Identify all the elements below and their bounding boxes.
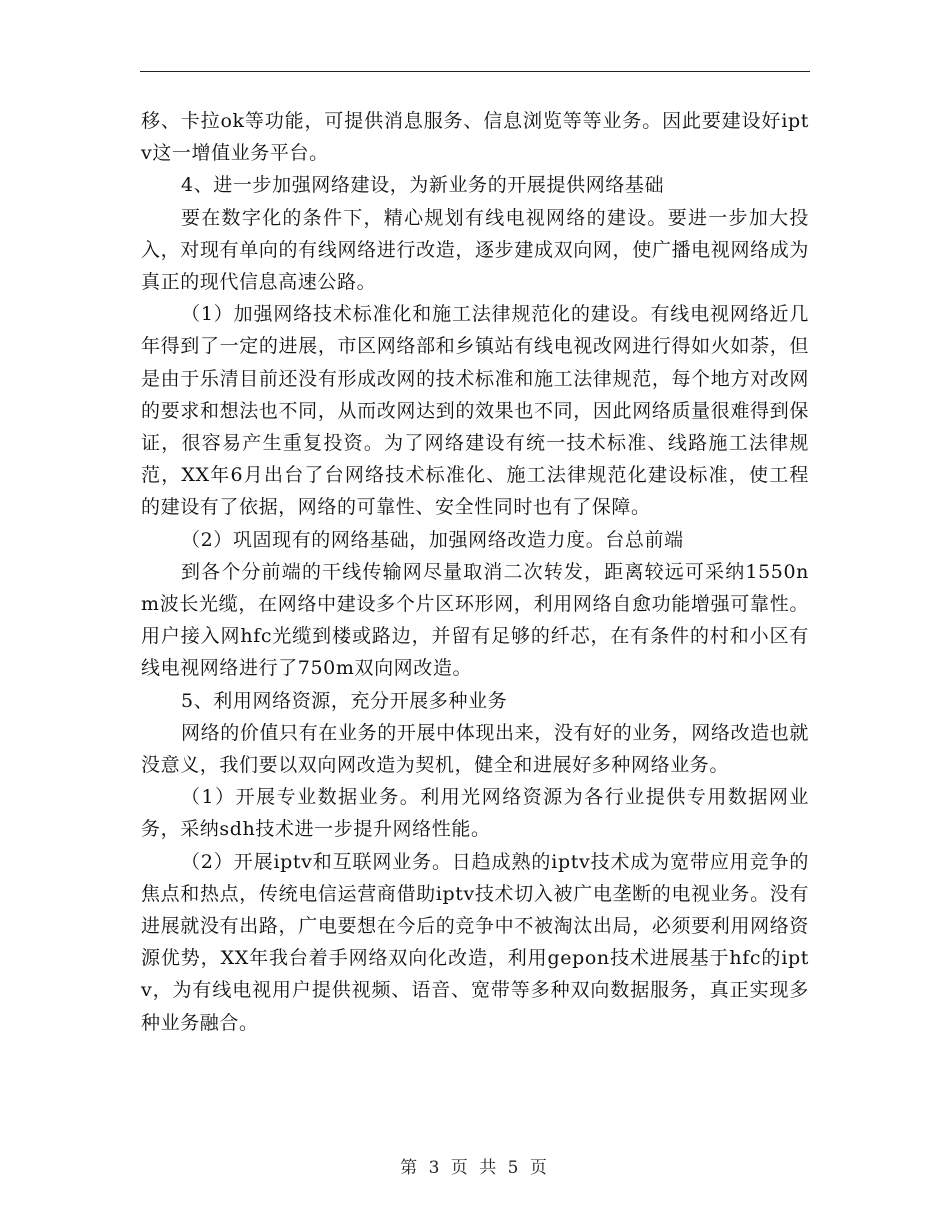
paragraph-item-2: （2）开展iptv和互联网业务。日趋成熟的iptv技术成为宽带应用竞争的焦点和热点，传统电信运营商借助iptv技术切入被广电垄断的电视业务。没有进展就没有出路，广电要想在今后的竞争中不被淘汰出局，必须要利用网络资源优势，XX年我台着手网络双向化改造，利用gepon技术进展基于hfc的iptv，为有线电视用户提供视频、语音、宽带等多种双向数据服务，真正实现多种业务融合。	[141, 850, 809, 1034]
document-body	[141, 105, 809, 1039]
paragraph: 到各个分前端的干线传输网尽量取消二次转发，距离较远可采纳1550nm波长光缆，在网络中建设多个片区环形网，利用网络自愈功能增强可靠性。用户接入网hfc光缆到楼或路边，并留有足够的纤芯，在有条件的村和小区有线电视网络进行了750m双向网改造。	[141, 560, 809, 680]
page-number: 第 3 页 共 5 页	[400, 1158, 550, 1178]
paragraph: 网络的价值只有在业务的开展中体现出来，没有好的业务，网络改造也就没意义，我们要以双向网改造为契机，健全和进展好多种网络业务。	[141, 721, 809, 777]
paragraph-item-2: （2）巩固现有的网络基础，加强网络改造力度。台总前端	[181, 528, 684, 551]
header-rule	[140, 71, 810, 72]
paragraph-item-1: （1）加强网络技术标准化和施工法律规范化的建设。有线电视网络近几年得到了一定的进展，市区网络部和乡镇站有线电视改网进行得如火如荼，但是由于乐清目前还没有形成改网的技术标准和施工法律规范，每个地方对改网的要求和想法也不同，从而改网达到的效果也不同，因此网络质量很难得到保证，很容易产生重复投资。为了网络建设有统一技术标准、线路施工法律规范，XX年6月出台了台网络技术标准化、施工法律规范化建设标准，使工程的建设有了依据，网络的可靠性、安全性同时也有了保障。	[141, 303, 809, 519]
paragraph-continuation: 移、卡拉ok等功能，可提供消息服务、信息浏览等等业务。因此要建设好iptv这一增值业务平台。	[141, 110, 809, 165]
paragraph-item-1: （1）开展专业数据业务。利用光网络资源为各行业提供专用数据网业务，采纳sdh技术进一步提升网络性能。	[141, 786, 809, 841]
section-heading-5: 5、利用网络资源，充分开展多种业务	[181, 689, 508, 712]
section-heading-4: 4、进一步加强网络建设，为新业务的开展提供网络基础	[181, 174, 665, 197]
paragraph: 要在数字化的条件下，精心规划有线电视网络的建设。要进一步加大投入，对现有单向的有线网络进行改造，逐步建成双向网，使广播电视网络成为真正的现代信息高速公路。	[141, 206, 809, 294]
